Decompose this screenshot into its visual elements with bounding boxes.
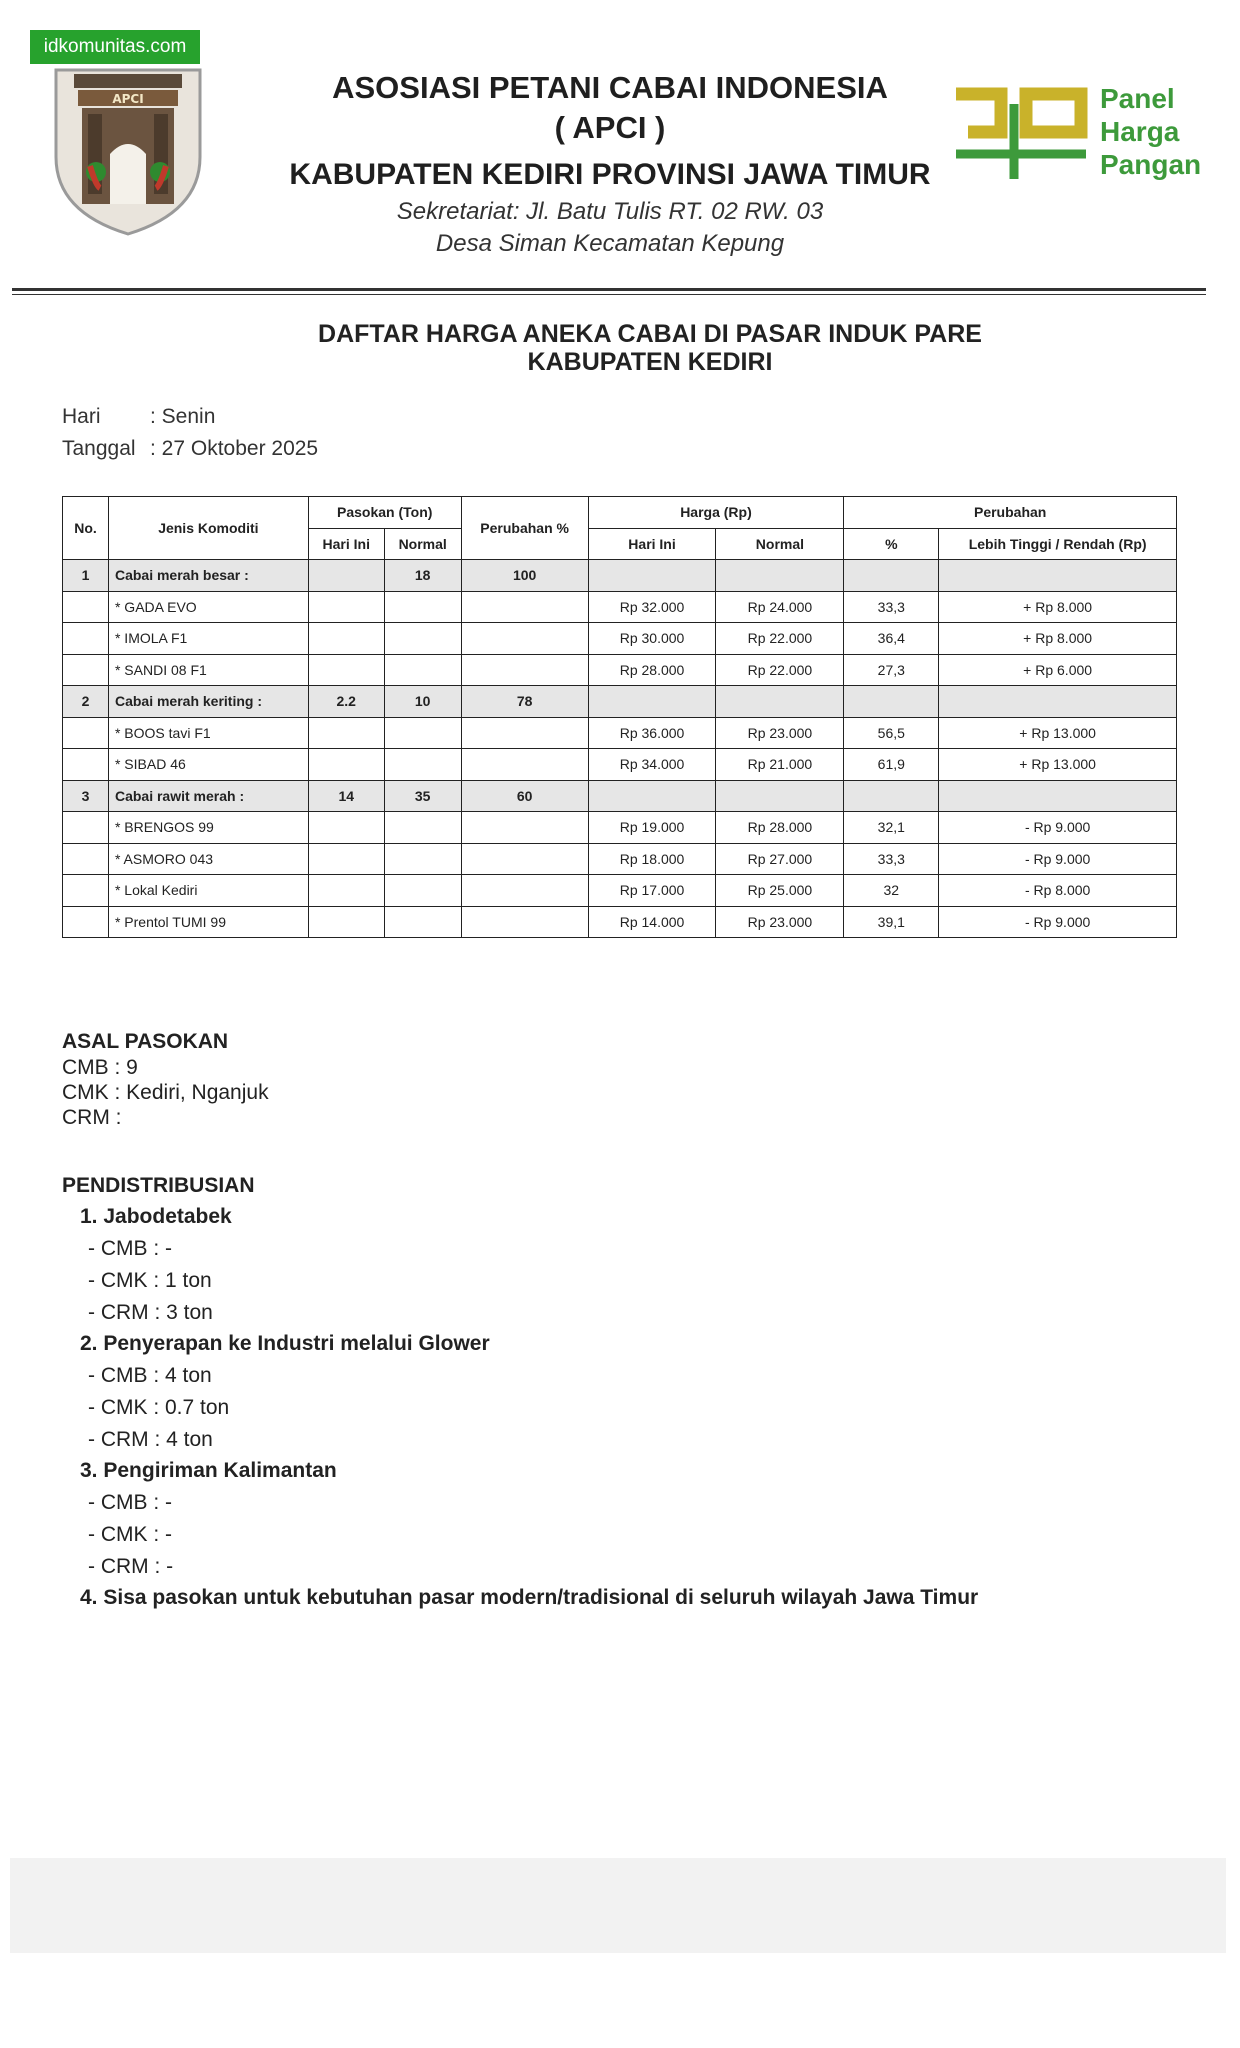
cell-harga-normal: Rp 23.000 [716,717,844,749]
cell-selisih: + Rp 13.000 [939,717,1177,749]
cell-no [63,654,109,686]
cell-harga-hari-ini [588,780,716,812]
header-no: No. [63,497,109,560]
distribusi-line: - CMB : 4 ton [88,1364,212,1387]
header-perubahan-persen: % [844,528,939,560]
cell-perubahan-persen: 61,9 [844,749,939,781]
table-row [63,591,1177,623]
cell-perubahan-pct [461,843,588,875]
cell-perubahan-pct [461,623,588,655]
cell-harga-hari-ini: Rp 17.000 [588,875,716,907]
cell-perubahan-pct: 78 [461,686,588,718]
cell-komoditi: * IMOLA F1 [108,623,308,655]
cell-perubahan-persen [844,780,939,812]
cell-perubahan-persen: 27,3 [844,654,939,686]
header-harga-hari-ini: Hari Ini [588,528,716,560]
watermark-badge: idkomunitas.com [30,30,200,64]
cell-selisih: + Rp 8.000 [939,591,1177,623]
cell-pasokan-normal: 35 [384,780,461,812]
cell-harga-normal: Rp 24.000 [716,591,844,623]
cell-harga-normal: Rp 22.000 [716,654,844,686]
distribusi-title: PENDISTRIBUSIAN [62,1174,255,1197]
asal-pasokan-line: CMK : Kediri, Nganjuk [62,1081,269,1104]
cell-komoditi: * SANDI 08 F1 [108,654,308,686]
cell-perubahan-pct [461,749,588,781]
cell-komoditi: Cabai merah besar : [108,560,308,592]
cell-selisih: - Rp 9.000 [939,906,1177,938]
table-row [63,906,1177,938]
cell-perubahan-pct [461,906,588,938]
header-divider-thin [12,294,1206,295]
cell-harga-normal: Rp 22.000 [716,623,844,655]
org-abbreviation: ( APCI ) [554,110,666,145]
cell-harga-hari-ini [588,560,716,592]
distribusi-heading: 1. Jabodetabek [80,1205,232,1228]
distribusi-line: - CMK : 1 ton [88,1269,212,1292]
distribusi-heading: 4. Sisa pasokan untuk kebutuhan pasar modern/tradisional di seluruh wilayah Jawa Timur [80,1586,979,1609]
cell-komoditi: Cabai rawit merah : [108,780,308,812]
cell-no [63,717,109,749]
cell-perubahan-persen: 36,4 [844,623,939,655]
cell-perubahan-persen: 32,1 [844,812,939,844]
table-row [63,749,1177,781]
cell-harga-hari-ini: Rp 30.000 [588,623,716,655]
cell-pasokan-normal: 10 [384,686,461,718]
cell-harga-hari-ini [588,686,716,718]
cell-komoditi: * BRENGOS 99 [108,812,308,844]
partner-logo-word: Harga [1100,116,1180,147]
date-label: Tanggal [62,437,136,460]
cell-harga-normal: Rp 21.000 [716,749,844,781]
header-selisih: Lebih Tinggi / Rendah (Rp) [939,528,1177,560]
table-category-row [63,780,1177,812]
cell-harga-hari-ini: Rp 19.000 [588,812,716,844]
table-row [63,812,1177,844]
distribusi-line: - CRM : 4 ton [88,1428,213,1451]
cell-harga-normal: Rp 25.000 [716,875,844,907]
cell-pasokan-hari-ini [308,560,384,592]
cell-pasokan-normal [384,843,461,875]
cell-no: 1 [63,560,109,592]
header-harga: Harga (Rp) [588,497,844,529]
panel-harga-pangan-icon [946,84,1096,184]
cell-no [63,591,109,623]
org-region: KABUPATEN KEDIRI PROVINSI JAWA TIMUR [289,158,931,191]
asal-pasokan-line: CRM : [62,1106,122,1129]
header-perubahan: Perubahan [844,497,1177,529]
document-title: DAFTAR HARGA ANEKA CABAI DI PASAR INDUK PARE [318,320,982,348]
cell-pasokan-normal [384,812,461,844]
cell-pasokan-normal [384,717,461,749]
distribusi-line: - CRM : - [88,1555,174,1578]
cell-selisih: + Rp 6.000 [939,654,1177,686]
footer-band [10,1858,1226,1953]
header-pasokan: Pasokan (Ton) [308,497,461,529]
price-table-body [63,560,1177,938]
cell-pasokan-hari-ini [308,812,384,844]
day-label: Hari [62,405,101,428]
cell-pasokan-normal [384,906,461,938]
cell-selisih: + Rp 13.000 [939,749,1177,781]
cell-perubahan-pct [461,717,588,749]
partner-logo-text [1100,82,1201,181]
cell-no: 2 [63,686,109,718]
cell-pasokan-hari-ini: 2.2 [308,686,384,718]
distribusi-heading: 3. Pengiriman Kalimantan [80,1459,337,1482]
cell-perubahan-pct: 100 [461,560,588,592]
table-category-row [63,686,1177,718]
cell-pasokan-normal: 18 [384,560,461,592]
cell-harga-normal: Rp 23.000 [716,906,844,938]
cell-pasokan-hari-ini [308,591,384,623]
cell-pasokan-normal [384,654,461,686]
header-komoditi: Jenis Komoditi [108,497,308,560]
cell-pasokan-hari-ini [308,623,384,655]
cell-pasokan-hari-ini: 14 [308,780,384,812]
cell-selisih [939,560,1177,592]
cell-selisih [939,686,1177,718]
table-row [63,717,1177,749]
distribusi-heading: 2. Penyerapan ke Industri melalui Glower [80,1332,490,1355]
header-pasokan-hari-ini: Hari Ini [308,528,384,560]
cell-no [63,749,109,781]
cell-harga-hari-ini: Rp 14.000 [588,906,716,938]
asal-pasokan-line: CMB : 9 [62,1056,138,1079]
cell-perubahan-persen: 56,5 [844,717,939,749]
cell-selisih [939,780,1177,812]
cell-selisih: - Rp 9.000 [939,843,1177,875]
distribusi-line: - CMK : 0.7 ton [88,1396,230,1419]
partner-logo-word: Panel [1100,83,1175,114]
distribusi-line: - CMB : - [88,1237,172,1260]
apci-crest-logo [48,62,208,237]
cell-no [63,875,109,907]
cell-perubahan-pct [461,654,588,686]
table-row [63,623,1177,655]
table-category-row [63,560,1177,592]
cell-komoditi: * Lokal Kediri [108,875,308,907]
price-table [62,496,1177,938]
cell-pasokan-hari-ini [308,654,384,686]
cell-harga-hari-ini: Rp 34.000 [588,749,716,781]
date-value: : 27 Oktober 2025 [150,437,319,460]
document-subtitle: KABUPATEN KEDIRI [527,348,773,376]
crest-text: APCI [112,92,144,106]
distribusi-line: - CRM : 3 ton [88,1301,213,1324]
org-name: ASOSIASI PETANI CABAI INDONESIA [332,70,888,105]
cell-no [63,843,109,875]
header-pasokan-normal: Normal [384,528,461,560]
cell-harga-normal: Rp 28.000 [716,812,844,844]
cell-perubahan-persen: 39,1 [844,906,939,938]
cell-no [63,623,109,655]
cell-komoditi: * ASMORO 043 [108,843,308,875]
cell-harga-normal: Rp 27.000 [716,843,844,875]
cell-selisih: - Rp 9.000 [939,812,1177,844]
cell-perubahan-pct [461,591,588,623]
cell-pasokan-normal [384,749,461,781]
cell-komoditi: * BOOS tavi F1 [108,717,308,749]
cell-harga-normal [716,780,844,812]
cell-perubahan-persen [844,560,939,592]
cell-pasokan-hari-ini [308,875,384,907]
cell-pasokan-hari-ini [308,749,384,781]
cell-pasokan-hari-ini [308,843,384,875]
cell-pasokan-hari-ini [308,717,384,749]
cell-selisih: - Rp 8.000 [939,875,1177,907]
cell-perubahan-pct [461,875,588,907]
cell-harga-hari-ini: Rp 18.000 [588,843,716,875]
cell-perubahan-persen: 32 [844,875,939,907]
cell-perubahan-pct: 60 [461,780,588,812]
address-line-2: Desa Siman Kecamatan Kepung [435,230,785,257]
cell-pasokan-normal [384,875,461,907]
cell-perubahan-persen [844,686,939,718]
partner-logo-word: Pangan [1100,149,1202,180]
cell-pasokan-hari-ini [308,906,384,938]
cell-selisih: + Rp 8.000 [939,623,1177,655]
header-perubahan-pct: Perubahan % [461,497,588,560]
header-harga-normal: Normal [716,528,844,560]
cell-no: 3 [63,780,109,812]
asal-pasokan-title: ASAL PASOKAN [62,1030,229,1053]
distribusi-line: - CMB : - [88,1491,172,1514]
cell-komoditi: Cabai merah keriting : [108,686,308,718]
table-row [63,654,1177,686]
cell-perubahan-pct [461,812,588,844]
cell-harga-hari-ini: Rp 36.000 [588,717,716,749]
cell-komoditi: * GADA EVO [108,591,308,623]
cell-pasokan-normal [384,591,461,623]
day-value: : Senin [150,405,216,428]
cell-pasokan-normal [384,623,461,655]
table-row [63,843,1177,875]
cell-harga-hari-ini: Rp 28.000 [588,654,716,686]
cell-harga-hari-ini: Rp 32.000 [588,591,716,623]
cell-perubahan-persen: 33,3 [844,591,939,623]
distribusi-line: - CMK : - [88,1523,172,1546]
cell-komoditi: * Prentol TUMI 99 [108,906,308,938]
header-divider [12,288,1206,291]
cell-no [63,812,109,844]
cell-perubahan-persen: 33,3 [844,843,939,875]
address-line-1: Sekretariat: Jl. Batu Tulis RT. 02 RW. 03 [396,198,824,225]
cell-no [63,906,109,938]
cell-harga-normal [716,560,844,592]
table-row [63,875,1177,907]
cell-komoditi: * SIBAD 46 [108,749,308,781]
cell-harga-normal [716,686,844,718]
